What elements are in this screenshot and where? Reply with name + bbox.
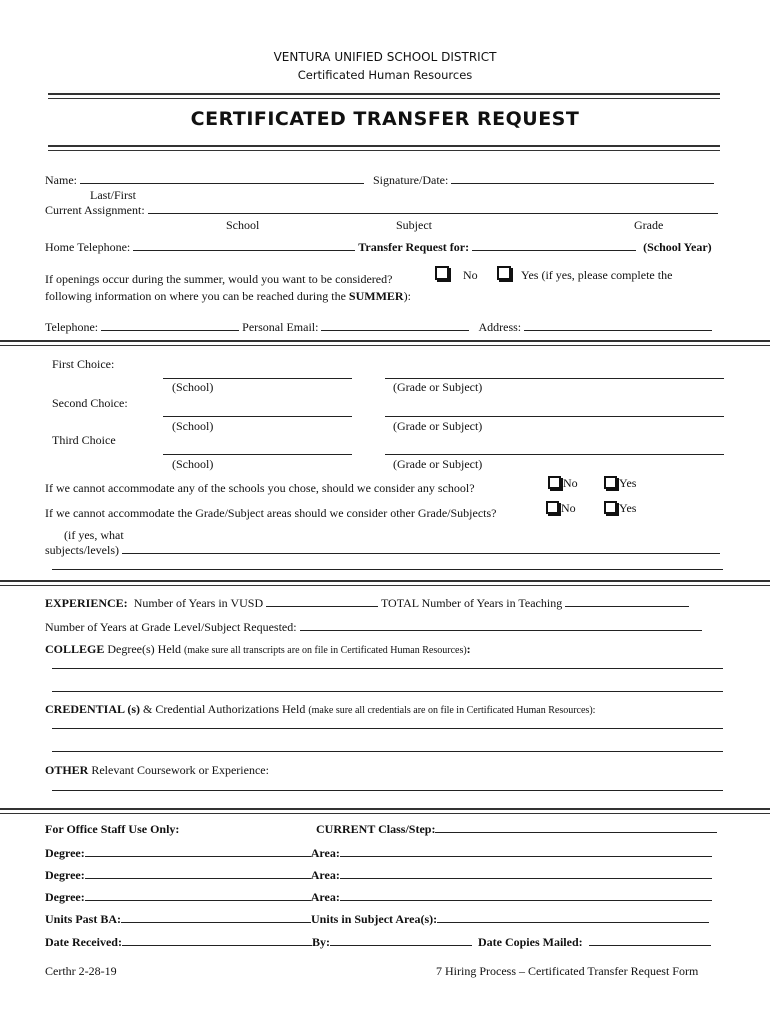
- summer-question: If openings occur during the summer, would you want to be considered?: [45, 272, 393, 286]
- telephone-field[interactable]: [101, 320, 239, 331]
- units-row: [45, 912, 709, 927]
- years-vusd-label: Number of Years in VUSD: [133, 596, 264, 610]
- subjects-levels-row: [45, 543, 720, 558]
- first-grade-caption: (Grade or Subject): [393, 380, 483, 394]
- summer-yes-label: Yes (if yes, please complete the: [521, 268, 673, 282]
- credential-row: [45, 702, 595, 717]
- other-label: OTHER: [45, 763, 89, 777]
- transfer-for-label: Transfer Request for:: [358, 240, 470, 254]
- school-year-label: (School Year): [643, 240, 712, 254]
- summer-no-label: No: [463, 268, 478, 282]
- form-title: CERTIFICATED TRANSFER REQUEST: [190, 108, 580, 130]
- area-field-3[interactable]: [340, 890, 712, 901]
- degree-label-2: Degree:: [45, 868, 85, 882]
- date-received-row: [45, 935, 711, 950]
- units-ba-field[interactable]: [121, 912, 311, 923]
- subjects-levels-field-2[interactable]: [52, 569, 723, 570]
- district-name: VENTURA UNIFIED SCHOOL DISTRICT: [273, 50, 497, 64]
- third-grade-caption: (Grade or Subject): [393, 457, 483, 471]
- assignment-grade-caption: Grade: [634, 218, 664, 232]
- credential-text: & Credential Authorizations Held: [143, 702, 306, 716]
- current-class-label: CURRENT Class/Step:: [316, 822, 436, 836]
- date-mailed-label: Date Copies Mailed:: [477, 935, 583, 949]
- college-field-1[interactable]: [52, 668, 723, 669]
- units-subject-field[interactable]: [437, 912, 709, 923]
- name-field[interactable]: [80, 173, 364, 184]
- summer-yes-checkbox[interactable]: [497, 266, 511, 280]
- title-rule: [48, 145, 720, 151]
- any-school-question: If we cannot accommodate any of the schools you chose, should we consider any school?: [45, 481, 475, 495]
- name-sublabel: Last/First: [90, 188, 137, 202]
- if-yes-label-2: subjects/levels): [45, 543, 119, 557]
- years-grade-row: [45, 620, 702, 635]
- degree-row-1: [45, 846, 712, 861]
- email-field[interactable]: [321, 320, 469, 331]
- degree-label-3: Degree:: [45, 890, 85, 904]
- by-field[interactable]: [330, 935, 472, 946]
- home-phone-row: [45, 240, 712, 255]
- assignment-school-caption: School: [226, 218, 260, 232]
- experience-row: [45, 596, 689, 611]
- section-rule-1: [0, 340, 770, 346]
- first-choice-label: First Choice:: [52, 357, 115, 371]
- third-school-caption: (School): [172, 457, 214, 471]
- area-label-3: Area:: [310, 890, 340, 904]
- first-school-caption: (School): [172, 380, 214, 394]
- first-choice-grade-field[interactable]: [385, 378, 724, 379]
- summer-word: SUMMER: [348, 289, 404, 303]
- other-subject-yes-option[interactable]: [604, 501, 636, 516]
- current-class-field[interactable]: [435, 822, 717, 833]
- summer-contact-row: [45, 320, 712, 335]
- other-field[interactable]: [52, 790, 723, 791]
- subjects-levels-field[interactable]: [122, 543, 720, 554]
- assignment-subject-caption: Subject: [396, 218, 432, 232]
- second-choice-school-field[interactable]: [163, 416, 352, 417]
- degree-field-1[interactable]: [85, 846, 311, 857]
- other-subject-no-option[interactable]: [546, 501, 576, 516]
- department-name: Certificated Human Resources: [297, 68, 473, 82]
- section-rule-3: [0, 808, 770, 814]
- any-school-no-checkbox[interactable]: [548, 476, 561, 489]
- second-grade-caption: (Grade or Subject): [393, 419, 483, 433]
- assignment-row: [45, 203, 718, 218]
- units-subject-label: Units in Subject Area(s):: [311, 912, 438, 926]
- summer-question-2b: ):: [403, 289, 411, 303]
- section-rule-2: [0, 580, 770, 586]
- years-vusd-field[interactable]: [266, 596, 378, 607]
- summer-question-2a: following information on where you can be reached during the: [45, 289, 349, 303]
- degree-row-3: [45, 890, 712, 905]
- experience-label: EXPERIENCE:: [45, 596, 128, 610]
- name-label: Name:: [45, 173, 77, 187]
- date-mailed-field[interactable]: [589, 935, 711, 946]
- area-label-2: Area:: [310, 868, 340, 882]
- area-label-1: Area:: [310, 846, 340, 860]
- home-phone-label: Home Telephone:: [45, 240, 131, 254]
- date-received-label: Date Received:: [45, 935, 122, 949]
- other-subject-no-label: No: [561, 501, 576, 515]
- degree-label-1: Degree:: [45, 846, 85, 860]
- summer-question-row: [45, 272, 392, 287]
- other-row: [45, 763, 269, 778]
- area-field-1[interactable]: [340, 846, 712, 857]
- address-field[interactable]: [524, 320, 712, 331]
- college-note: (make sure all transcripts are on file in Certificated Human Resources): [184, 645, 467, 656]
- assignment-field[interactable]: [148, 203, 718, 214]
- any-school-yes-checkbox[interactable]: [604, 476, 617, 489]
- credential-note: (make sure all credentials are on file in Certificated Human Resources):: [308, 705, 596, 716]
- telephone-label: Telephone:: [45, 320, 99, 334]
- third-choice-school-field[interactable]: [163, 454, 352, 455]
- date-received-field[interactable]: [122, 935, 312, 946]
- credential-field-1[interactable]: [52, 728, 723, 729]
- total-years-label: TOTAL Number of Years in Teaching: [380, 596, 563, 610]
- signature-label: Signature/Date:: [373, 173, 449, 187]
- summer-yes-option[interactable]: [497, 266, 672, 282]
- other-text: Relevant Coursework or Experience:: [91, 763, 269, 777]
- area-field-2[interactable]: [340, 868, 712, 879]
- footer-form-name: 7 Hiring Process – Certificated Transfer Request Form: [436, 964, 699, 978]
- college-row: [45, 642, 471, 657]
- any-school-no-option[interactable]: [548, 476, 578, 491]
- school-year-field[interactable]: [472, 240, 636, 251]
- second-school-caption: (School): [172, 419, 214, 433]
- if-yes-label-1: (if yes, what: [64, 528, 124, 542]
- second-choice-label: Second Choice:: [52, 396, 128, 410]
- first-choice-school-field[interactable]: [163, 378, 352, 379]
- credential-label: CREDENTIAL (s): [45, 702, 141, 716]
- years-grade-field[interactable]: [300, 620, 702, 631]
- third-choice-grade-field[interactable]: [385, 454, 724, 455]
- office-title: For Office Staff Use Only:: [45, 822, 180, 836]
- any-school-yes-option[interactable]: [604, 476, 636, 491]
- other-subject-no-checkbox[interactable]: [546, 501, 559, 514]
- assignment-label: Current Assignment:: [45, 203, 145, 217]
- header-rule: [48, 93, 720, 99]
- footer-code: Certhr 2-28-19: [45, 964, 117, 978]
- other-subject-yes-checkbox[interactable]: [604, 501, 617, 514]
- third-choice-label: Third Choice: [52, 433, 116, 447]
- degree-field-3[interactable]: [85, 890, 311, 901]
- other-subject-yes-label: Yes: [619, 501, 637, 515]
- college-label: COLLEGE: [45, 642, 105, 656]
- by-label: By:: [311, 935, 330, 949]
- any-school-no-label: No: [563, 476, 578, 490]
- summer-question-cont: [45, 289, 411, 304]
- degree-field-2[interactable]: [85, 868, 311, 879]
- signature-field[interactable]: [451, 173, 714, 184]
- summer-no-option[interactable]: [435, 266, 478, 282]
- other-subject-question: If we cannot accommodate the Grade/Subject areas should we consider other Grade/Subjects?: [45, 506, 497, 520]
- units-ba-label: Units Past BA:: [45, 912, 122, 926]
- any-school-yes-label: Yes: [619, 476, 637, 490]
- home-phone-field[interactable]: [133, 240, 355, 251]
- total-years-field[interactable]: [565, 596, 689, 607]
- name-row: [45, 173, 714, 188]
- college-field-2[interactable]: [52, 691, 723, 692]
- credential-field-2[interactable]: [52, 751, 723, 752]
- years-grade-label: Number of Years at Grade Level/Subject Requested:: [45, 620, 297, 634]
- degree-row-2: [45, 868, 712, 883]
- second-choice-grade-field[interactable]: [385, 416, 724, 417]
- college-colon: :: [466, 642, 471, 656]
- summer-no-checkbox[interactable]: [435, 266, 449, 280]
- email-label: Personal Email:: [242, 320, 319, 334]
- address-label: Address:: [478, 320, 522, 334]
- current-class-row: [316, 822, 717, 837]
- college-text: Degree(s) Held: [107, 642, 181, 656]
